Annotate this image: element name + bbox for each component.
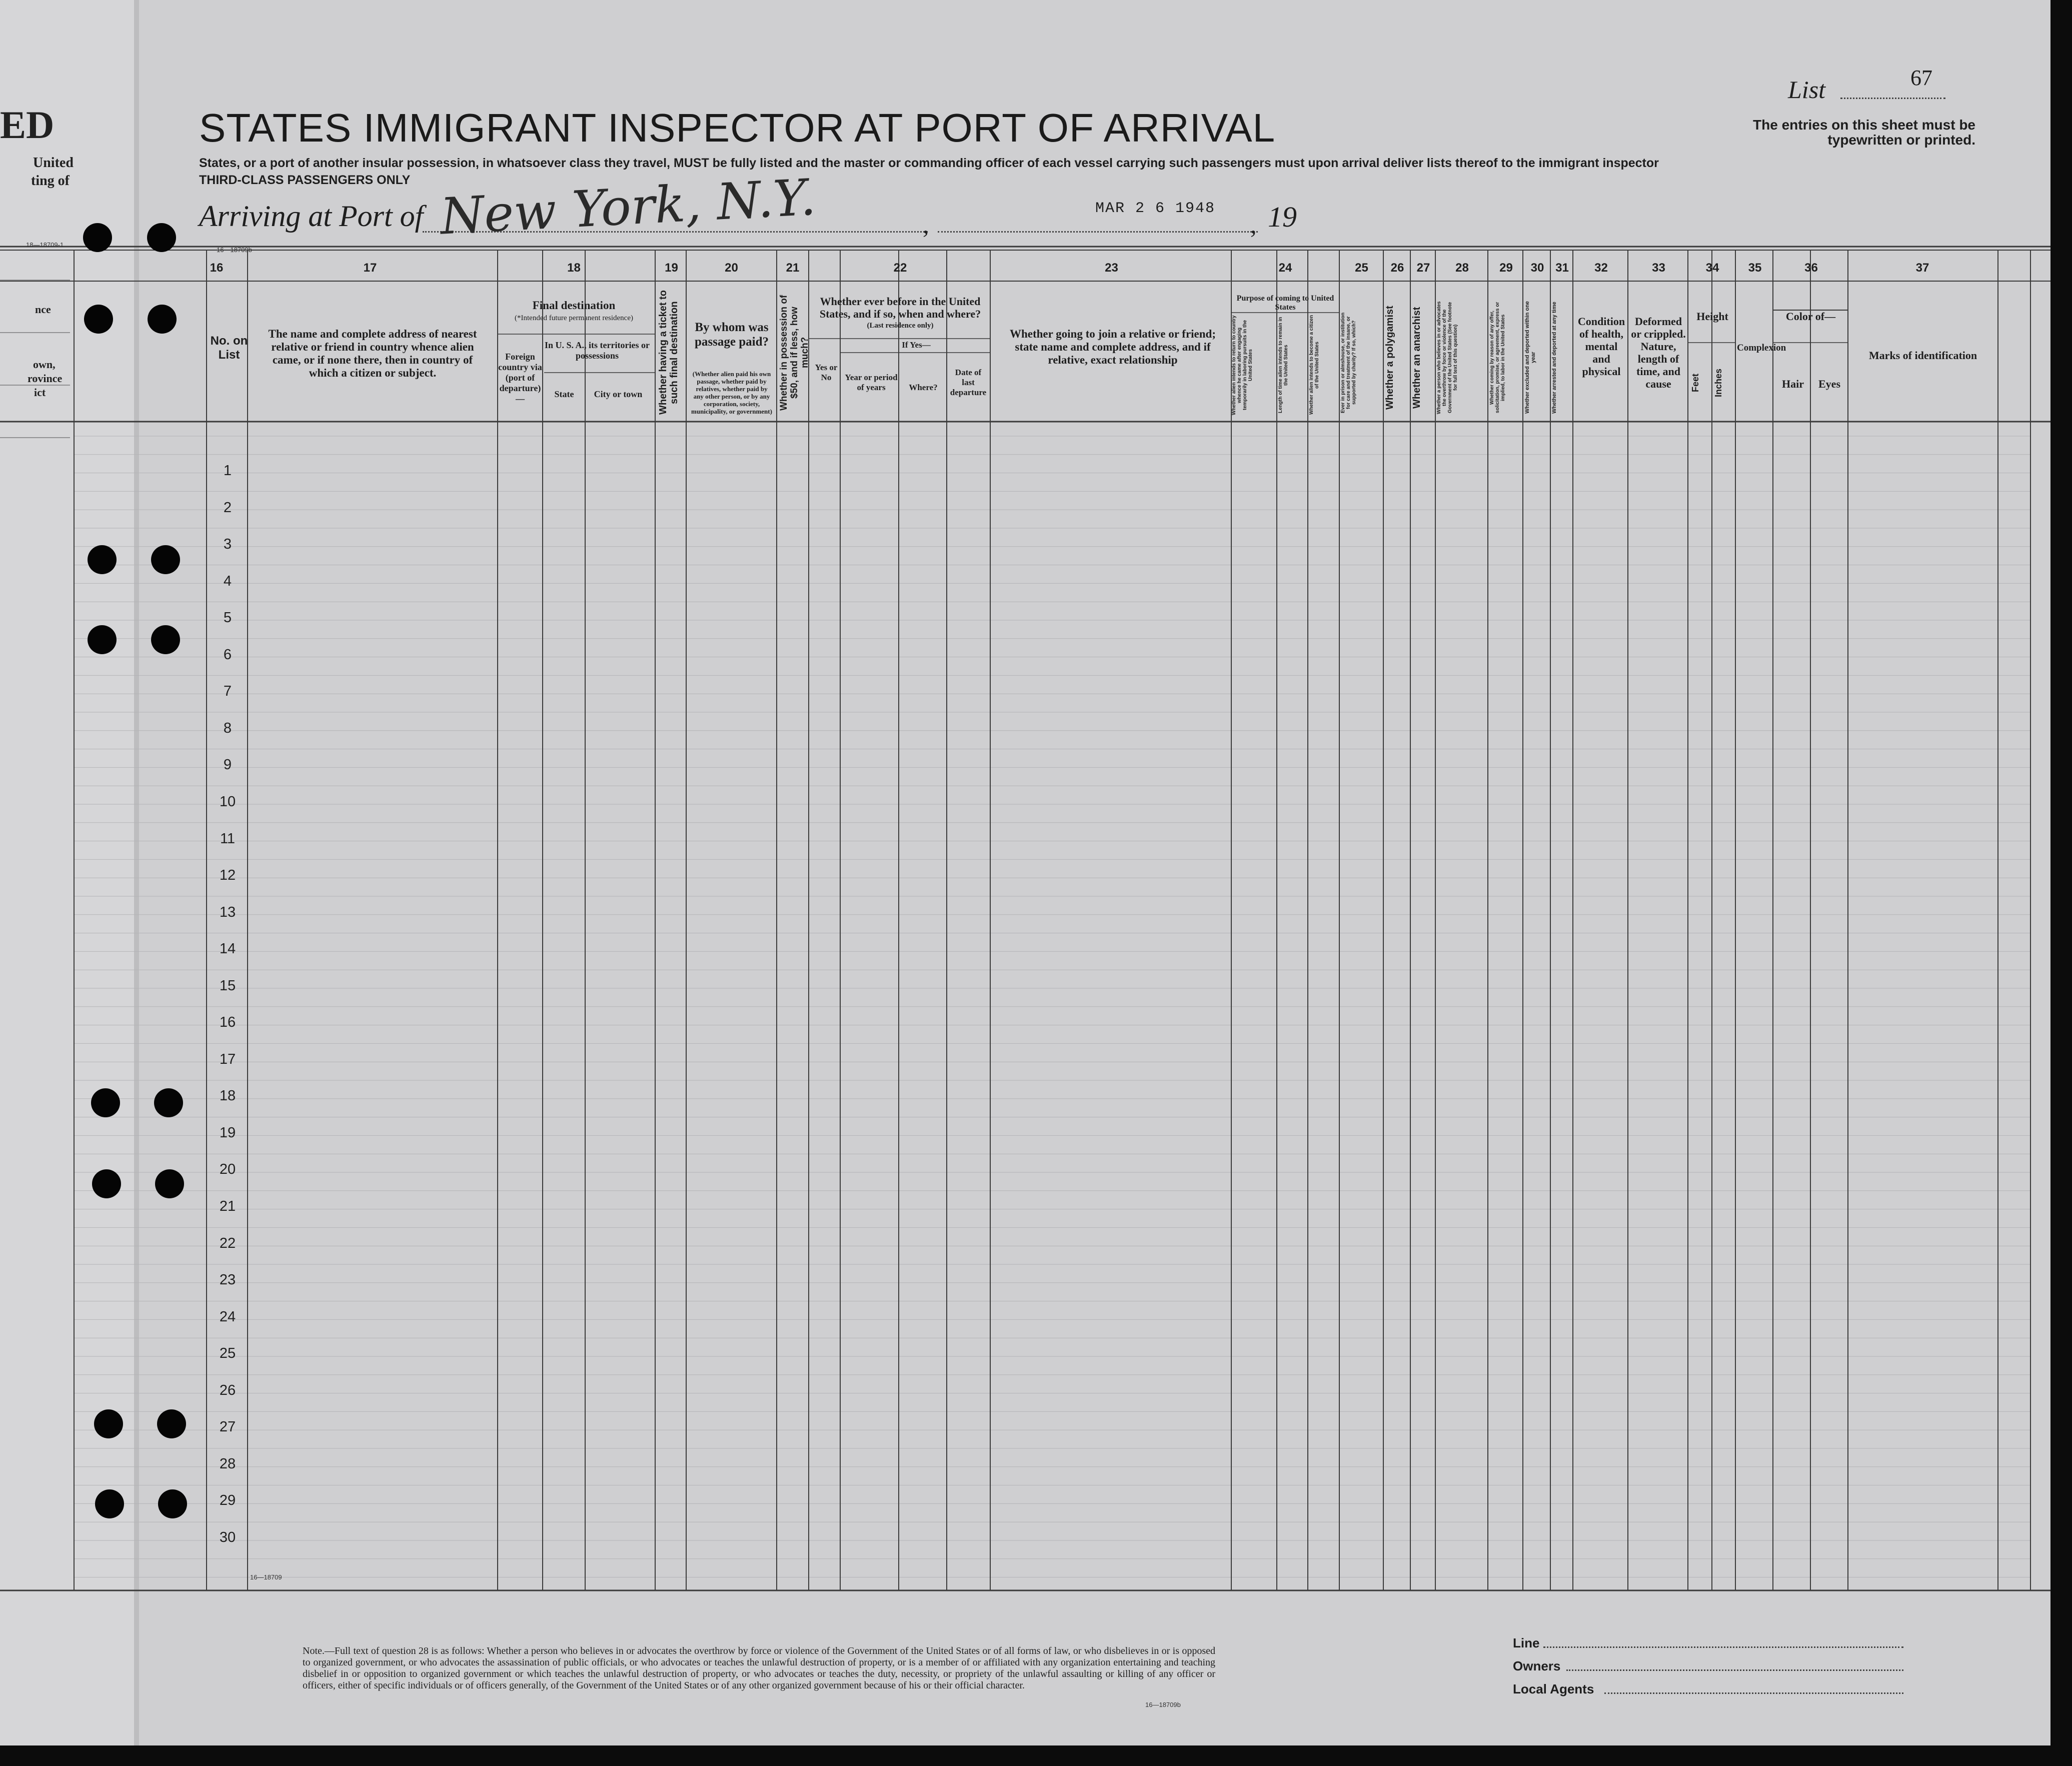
column-number: 37	[1915, 261, 1929, 275]
local-agents-label: Local Agents	[1513, 1681, 1594, 1696]
header-nearest-relative: The name and complete address of nearest relative or friend in country whence alien came, or if none there, then in country of which a citizen or subject.	[268, 328, 477, 379]
header-purpose-a: Whether alien intends to return to country whence he came after engaging temporarily in laboring pursuits in the United States	[1231, 315, 1253, 415]
port-comma: ,	[923, 211, 929, 239]
line-dotted	[1543, 1646, 1903, 1648]
left-fragment-rovince: rovince	[28, 372, 63, 385]
punch-hole	[88, 545, 117, 574]
column-number: 33	[1652, 261, 1665, 275]
header-purpose-c: Whether alien intends to become a citizen of the United States	[1309, 315, 1320, 415]
row-number: 26	[219, 1382, 236, 1398]
row-number: 12	[219, 867, 236, 883]
header-color-of: Color of—	[1785, 310, 1836, 323]
header-year-or-period: Year or period of years	[845, 373, 898, 392]
header-ticket: Whether having a ticket to such final destination	[658, 290, 680, 415]
row-number: 4	[223, 573, 232, 589]
row-number: 3	[223, 536, 232, 552]
column-number: 23	[1105, 261, 1118, 275]
row-number: 18	[219, 1088, 236, 1104]
left-fragment-nce: nce	[35, 303, 51, 316]
row-number: 13	[219, 904, 236, 920]
punch-hole	[151, 625, 180, 654]
header-excluded-deported: Whether excluded and deported within one year	[1524, 301, 1536, 414]
header-last-residence: (Last residence only)	[867, 322, 934, 330]
punch-hole	[95, 1489, 124, 1518]
row-number: 10	[219, 794, 236, 810]
header-date-last-departure: Date of last departure	[950, 368, 987, 397]
row-number: 14	[219, 941, 236, 957]
row-number: 16	[219, 1014, 236, 1030]
header-passage-paid-note: (Whether alien paid his own passage, whether paid by relatives, whether paid by any other person, or by any corporation, society, municipality, or government)	[691, 370, 772, 415]
owners-dotted	[1566, 1669, 1903, 1671]
punch-hole	[94, 1409, 123, 1438]
table-header	[0, 0, 2050, 425]
sheet-entry-note: The entries on this sheet must be typewritten or printed.	[1753, 117, 1975, 148]
row-number: 15	[219, 978, 236, 994]
column-number: 20	[725, 261, 738, 275]
column-number: 30	[1530, 261, 1544, 275]
row-number: 23	[219, 1272, 236, 1288]
instructions-line-2: THIRD-CLASS PASSENGERS ONLY	[199, 173, 411, 187]
header-height: Height	[1696, 310, 1728, 323]
column-number: 22	[893, 261, 907, 275]
header-condition-of-health: Condition of health, mental and physical	[1577, 315, 1625, 378]
row-number: 29	[219, 1492, 236, 1508]
header-inches: Inches	[1713, 368, 1723, 397]
column-number: 27	[1416, 261, 1430, 275]
column-number: 34	[1705, 261, 1719, 275]
header-feet: Feet	[1690, 373, 1700, 392]
punch-hole	[155, 1169, 184, 1198]
punch-hole	[88, 625, 117, 654]
row-number: 5	[223, 610, 232, 626]
row-number: 2	[223, 500, 232, 516]
column-number: 17	[363, 261, 377, 275]
column-number: 21	[786, 261, 800, 275]
header-marks-of-identification: Marks of identification	[1868, 349, 1977, 362]
header-deformed: Deformed or crippled. Nature, length of time, and cause	[1631, 315, 1686, 390]
column-number: 28	[1455, 261, 1469, 275]
left-fragment-own: own,	[33, 358, 56, 371]
header-polygamist: Whether a polygamist	[1384, 306, 1395, 410]
header-no-on-list: No. on List	[210, 334, 248, 362]
row-number: 17	[219, 1051, 236, 1067]
header-ever-before: Whether ever before in the United States, and if so, when and where?	[819, 295, 981, 320]
column-number: 35	[1748, 261, 1762, 275]
header-if-yes: If Yes—	[902, 340, 931, 350]
row-number: 9	[223, 757, 232, 773]
header-purpose: Purpose of coming to United States	[1236, 294, 1334, 312]
header-where: Where?	[909, 383, 938, 392]
row-number: 27	[219, 1419, 236, 1435]
row-number: 1	[223, 463, 232, 479]
header-yes-or-no: Yes or No	[815, 363, 838, 382]
row-number: 8	[223, 720, 232, 736]
header-hair: Hair	[1782, 378, 1804, 390]
column-number: 26	[1390, 261, 1404, 275]
row-number: 28	[219, 1456, 236, 1472]
header-city-or-town: City or town	[594, 389, 643, 399]
header-complexion: Complexion	[1737, 343, 1786, 353]
row-number: 6	[223, 647, 232, 663]
punch-hole	[154, 1088, 183, 1117]
row-number: 20	[219, 1161, 236, 1177]
header-foreign-country: Foreign country via (port of departure)—	[498, 352, 542, 404]
header-arrested-deported: Whether arrested and deported at any time	[1551, 302, 1557, 414]
column-number: 31	[1555, 261, 1569, 275]
header-prison-almshouse: Ever in prison or almshouse, or institution for care and treatment of the insane, or supported by charity? If so, which?	[1340, 312, 1357, 413]
column-number: 16	[210, 261, 224, 275]
column-number: 24	[1278, 261, 1292, 275]
header-eyes: Eyes	[1818, 378, 1840, 390]
year-prefix: 19	[1268, 201, 1297, 233]
line-label: Line	[1513, 1635, 1540, 1650]
form-code-top: 16—18709b	[217, 246, 252, 254]
punch-hole	[151, 545, 180, 574]
header-in-usa: In U. S. A., its territories or possessions	[545, 340, 650, 361]
form-code-bottom: 16—18709	[250, 1573, 282, 1581]
local-agents-dotted	[1604, 1692, 1903, 1694]
left-fragment-united: United	[33, 155, 74, 171]
header-final-destination: Final destination	[532, 299, 616, 312]
punch-hole	[157, 1409, 186, 1438]
row-number: 21	[219, 1198, 236, 1214]
row-number: 11	[220, 831, 236, 847]
row-number: 25	[219, 1345, 236, 1361]
left-fragment-ed: ED	[0, 103, 55, 147]
row-number: 30	[219, 1529, 236, 1545]
header-going-to-join: Whether going to join a relative or friend; state name and complete address, and if relative, exact relationship	[1009, 328, 1216, 366]
list-label: List	[1788, 76, 1826, 104]
date-comma: ,	[1250, 211, 1257, 239]
header-final-destination-note: (*Intended future permanent residence)	[515, 314, 633, 322]
left-fragment-ict: ict	[34, 386, 46, 399]
form-code-note: 16—18709b	[1145, 1701, 1181, 1708]
header-anarchist: Whether an anarchist	[1411, 307, 1422, 409]
owners-label: Owners	[1513, 1658, 1561, 1673]
column-number: 18	[567, 261, 581, 275]
header-purpose-b: Length of time alien intends to remain in the United States	[1278, 317, 1289, 414]
punch-hole	[91, 1088, 120, 1117]
punch-hole	[158, 1489, 187, 1518]
column-number: 36	[1804, 261, 1818, 275]
header-question-28: Whether a person who believes in or advocates the overthrow by force or violence of the Government of the United States (See footnote for full text of this question)	[1436, 301, 1458, 414]
row-number: 22	[219, 1235, 236, 1251]
column-number: 19	[665, 261, 678, 275]
header-fifty-dollars: Whether in possession of $50, and if less, how much?	[779, 295, 810, 411]
instructions-line-1: States, or a port of another insular possession, in whatsoever class they travel, MUST be fully listed and the master or commanding officer of each vessel carrying such passengers must upon arrival deliver lists thereof to the immigrant inspector	[199, 156, 1659, 170]
row-number: 19	[219, 1125, 236, 1141]
row-number: 7	[223, 683, 232, 699]
column-number: 25	[1355, 261, 1368, 275]
form-code-left: 18—18709-1	[26, 241, 64, 249]
left-fragment-ting-of: ting of	[31, 173, 70, 189]
column-number: 32	[1594, 261, 1608, 275]
form-title: STATES IMMIGRANT INSPECTOR AT PORT OF ARRIVAL	[199, 106, 1276, 150]
port-of-arrival-handwritten: New York, N.Y.	[439, 168, 817, 246]
arriving-label: Arriving at Port of	[199, 200, 424, 233]
footnote-question-28: Note.—Full text of question 28 is as follows: Whether a person who believes in or advocates the overthrow by force or violence of the Government of the United States or of all forms of law, or who disbelieves in or is opposed to organized government, or who advocates the assassination of public officials, or who advocates or teaches the unlawful destruction of property, or is a member of or affiliated with any organization entertaining and teaching disbelief in or opposition to organized government or which teaches the unlawful destruction of property, or who advocates or teaches the duty, necessity, or propriety of the unlawful assaulting or killing of any officer or officers, either of specific individuals or of officers generally, of the Government of the United States or of any other organized government because of his or their official character.	[303, 1645, 1215, 1691]
arrival-date-stamp: MAR 2 6 1948	[1095, 200, 1216, 217]
row-number: 24	[219, 1309, 236, 1325]
header-passage-paid: By whom was passage paid?	[695, 321, 769, 349]
header-state: State	[554, 389, 574, 399]
header-offer-solicitation: Whether coming by reason of any offer, solicitation, promise, or agreement, express or implied, to labor in the United States	[1489, 302, 1506, 414]
column-number: 29	[1499, 261, 1513, 275]
punch-hole	[92, 1169, 121, 1198]
list-number: 67	[1910, 66, 1932, 90]
